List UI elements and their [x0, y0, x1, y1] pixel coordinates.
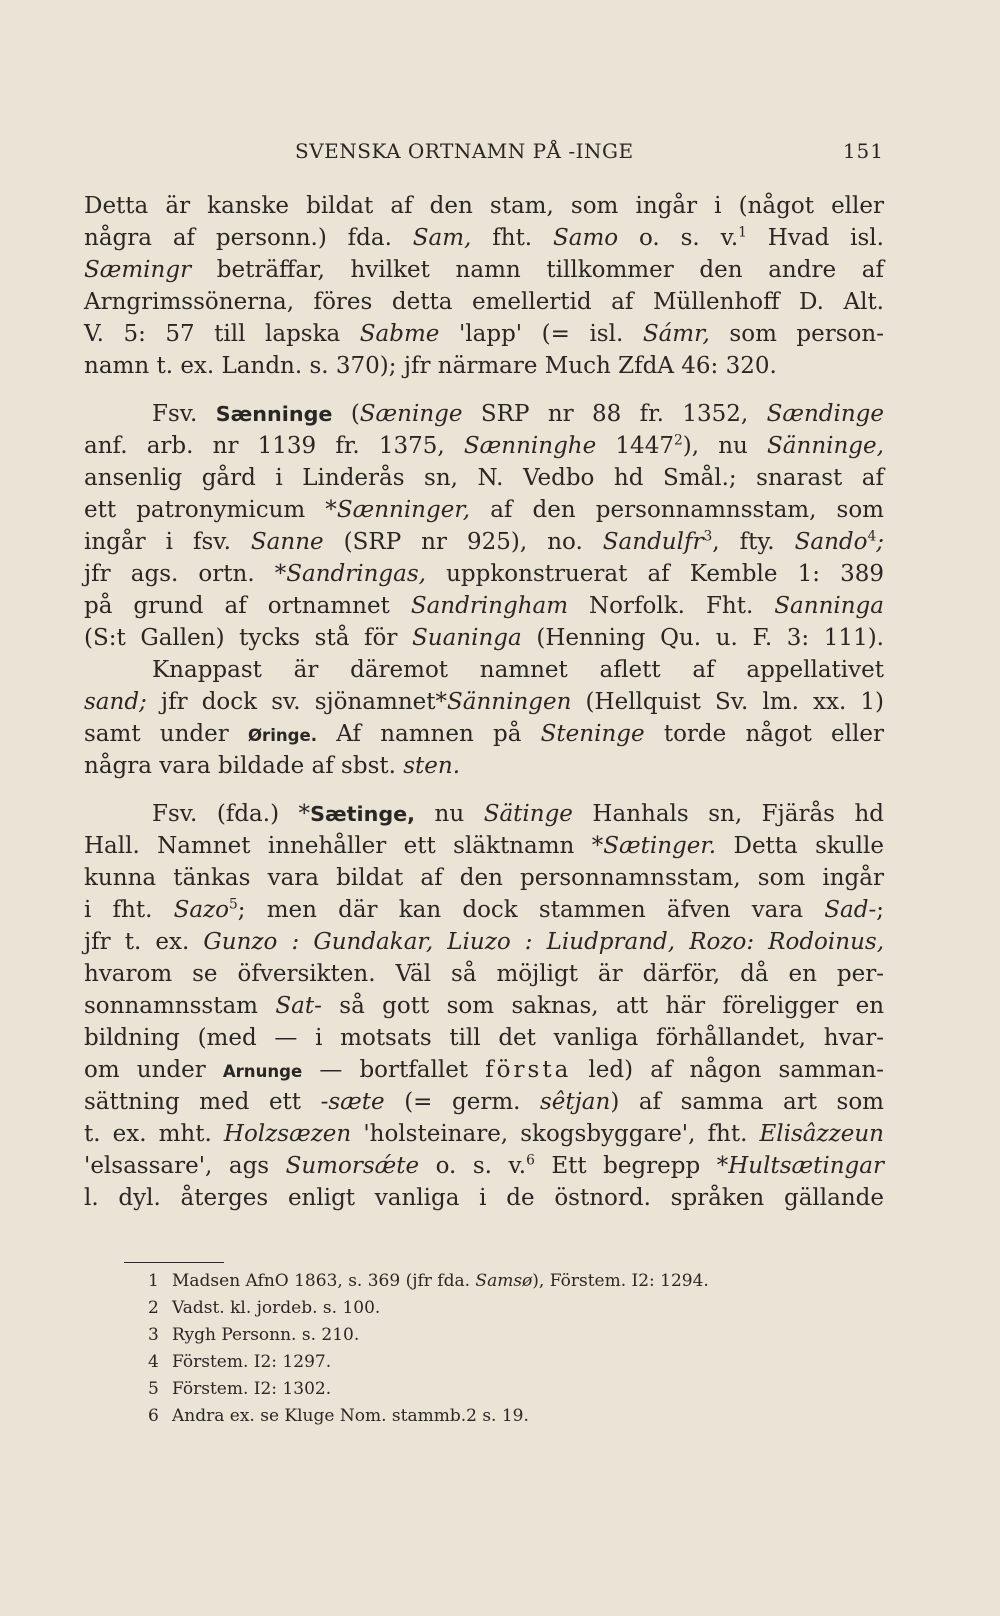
text-line: Arngrimssönerna, föres detta emellertid af Müllenhoff D. Alt. [84, 289, 884, 315]
running-title: SVENSKA ORTNAMN PÅ -INGE [295, 139, 634, 163]
footnote: 3 Rygh Personn. s. 210. [148, 1325, 360, 1345]
text-line: sättning med ett -sæte (= germ. sêtjan) af samma art som [84, 1089, 884, 1115]
text-line: Sæmingr beträffar, hvilket namn tillkommer den andre af [84, 257, 884, 283]
text-line: sonnamnsstam Sat- så gott som saknas, att här föreligger en [84, 993, 885, 1019]
text-line: 'elsassare', ags Sumorsǽte o. s. v.$^6$ Ett begrepp *Hultsætingar [84, 1152, 884, 1179]
footnote-ref: 3 [703, 528, 713, 545]
text-line: V. 5: 57 till lapska Sabme 'lapp' (= isl. Sámr, som person- [84, 321, 884, 347]
text-line: bildning (med — i motsats till det vanliga förhållandet, hvar- [84, 1025, 884, 1051]
text-line: Detta är kanske bildat af den stam, som ingår i (något eller [84, 193, 884, 219]
text-line: ansenlig gård i Linderås sn, N. Vedbo hd Smål.; snarast af [84, 465, 884, 491]
text-line: ingår i fsv. Sanne (SRP nr 925), no. Sandulfr$^3$, fty. Sando$^4$; [84, 528, 885, 555]
cross-reference: Arnunge [222, 1062, 303, 1081]
footnote-ref: 1 [738, 224, 747, 241]
text-line: Fsv. Sænninge (Sæninge SRP nr 88 fr. 1352, Sændinge [152, 401, 884, 427]
text-line: några vara bildade af sbst. sten. [84, 753, 461, 779]
running-header [84, 139, 884, 171]
headword: Sætinge, [310, 802, 416, 826]
text-line: hvarom se öfversikten. Väl så möjligt är därför, då en per- [84, 961, 884, 987]
body-text [84, 190, 884, 1214]
page-number: 151 [842, 139, 884, 163]
text-line: anf. arb. nr 1139 fr. 1375, Sænninghe 1447$^2$), nu Sänninge, [84, 432, 884, 459]
text-line: några af personn.) fda. Sam, fht. Samo o. s. v.$^1$ Hvad isl. [84, 224, 884, 251]
footnote: 4 Förstem. I2: 1297. [148, 1352, 332, 1372]
footnote-ref: 2 [673, 432, 683, 449]
headword: Sænninge [215, 402, 333, 426]
text-line: samt under Øringe. Af namnen på Steninge torde något eller [84, 721, 884, 747]
cross-reference: Øringe. [247, 726, 318, 745]
text-line: namn t. ex. Landn. s. 370); jfr närmare Much ZfdA 46: 320. [84, 353, 777, 379]
text-line: jfr t. ex. Gunzo : Gundakar, Liuzo : Liudprand, Rozo: Rodoinus, [84, 929, 885, 955]
text-line: sand; jfr dock sv. sjönamnet*Sänningen (Hellquist Sv. lm. xx. 1) [84, 689, 884, 715]
text-line: jfr ags. ortn. *Sandringas, uppkonstruerat af Kemble 1: 389 [84, 561, 884, 587]
text-line: på grund af ortnamnet Sandringham Norfolk. Fht. Sanninga [84, 593, 884, 619]
footnote: 2 Vadst. kl. jordeb. s. 100. [148, 1298, 381, 1318]
text-line: Knappast är däremot namnet aflett af appellativet [152, 657, 884, 683]
footnote-ref: 5 [229, 896, 238, 913]
footnote: 5 Förstem. I2: 1302. [148, 1379, 332, 1399]
footnote-ref: 4 [867, 528, 877, 545]
text-line: ett patronymicum *Sænninger, af den personnamnsstam, som [84, 497, 884, 523]
text-line: Fsv. (fda.) *Sætinge, nu Sätinge Hanhals sn, Fjärås hd [152, 801, 884, 827]
text-line: t. ex. mht. Holzsæzen 'holsteinare, skogsbyggare', fht. Elisâzzeun [84, 1121, 884, 1147]
text-line: Hall. Namnet innehåller ett släktnamn *Sætinger. Detta skulle [84, 833, 884, 859]
footnote-divider [124, 1262, 224, 1263]
footnote: 6 Andra ex. se Kluge Nom. stammb.2 s. 19. [148, 1406, 529, 1426]
text-line: kunna tänkas vara bildat af den personnamnsstam, som ingår [84, 865, 884, 891]
text-line: (S:t Gallen) tycks stå för Suaninga (Henning Qu. u. F. 3: 111). [84, 625, 884, 651]
footnote: 1 Madsen AfnO 1863, s. 369 (jfr fda. Samsø), Förstem. I2: 1294. [148, 1271, 709, 1291]
footnote-ref: 6 [526, 1152, 535, 1169]
text-line: i fht. Sazo$^5$; men där kan dock stammen äfven vara Sad-; [84, 896, 884, 923]
text-line: om under Arnunge — bortfallet första led) af någon samman- [84, 1057, 884, 1083]
text-line: l. dyl. återges enligt vanliga i de östnord. språken gällande [84, 1185, 884, 1211]
footnotes [148, 1268, 848, 1430]
